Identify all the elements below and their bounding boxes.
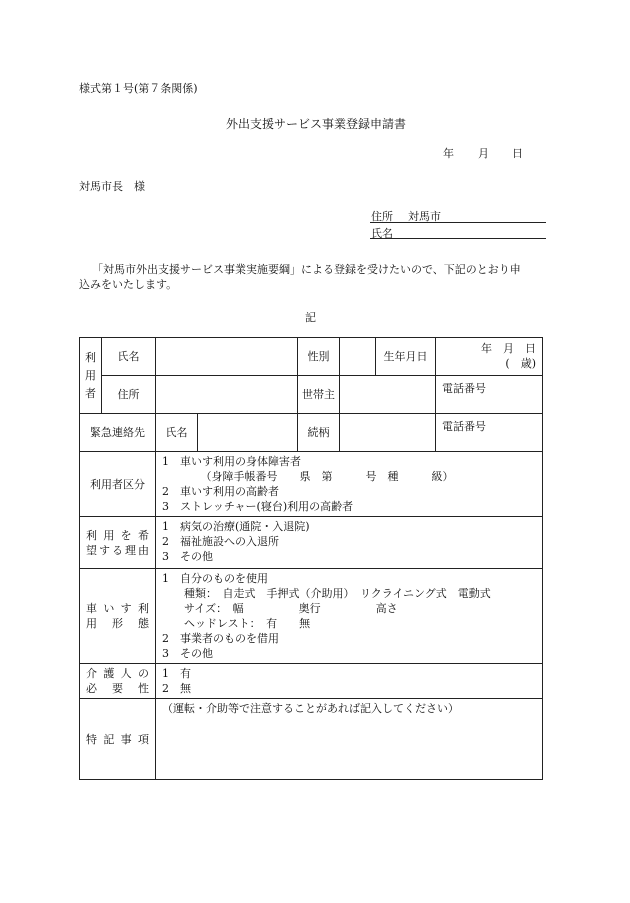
date-month: 月 (478, 147, 489, 160)
user-address-field[interactable] (156, 376, 298, 414)
reason-options[interactable] (156, 517, 543, 569)
user-name-field[interactable] (156, 338, 298, 376)
relation-label: 続柄 (298, 414, 340, 452)
emergency-phone-field[interactable] (436, 414, 543, 452)
date-year: 年 (443, 147, 454, 160)
wheelchair-item: 3 その他 (162, 647, 213, 660)
special-notes-field[interactable] (156, 699, 543, 780)
name-underline (370, 238, 546, 239)
birth-date-label: 生年月日 (376, 338, 436, 376)
gender-label: 性別 (298, 338, 340, 376)
wheelchair-item: 1 自分のものを使用 (162, 572, 268, 585)
document-title: 外出支援サービス事業登録申請書 (226, 117, 407, 131)
address-underline (370, 222, 546, 223)
applicant-address-label: 住所 (371, 210, 393, 223)
user-label: 利 用 者 (80, 338, 102, 414)
householder-label: 世帯主 (298, 376, 340, 414)
emergency-phone-label: 電話番号 (442, 420, 486, 433)
emergency-name-label: 氏名 (156, 414, 198, 452)
wheelchair-usage-options[interactable] (156, 569, 543, 664)
date-day: 日 (512, 147, 523, 160)
user-phone-label: 電話番号 (442, 382, 486, 395)
intro-line-2: 込みをいたします。 (79, 278, 178, 291)
addressee: 対馬市長 様 (79, 180, 145, 193)
caregiver-item: 1 有 (162, 667, 191, 680)
registration-table (79, 337, 543, 780)
caregiver-need-options[interactable] (156, 664, 543, 699)
user-category-item: （身障手帳番号 県 第 号 種 級） (162, 470, 454, 483)
ki-heading: 記 (305, 311, 316, 324)
applicant-name-label: 氏名 (371, 227, 393, 240)
reason-item: 3 その他 (162, 550, 213, 563)
gender-field[interactable] (340, 338, 376, 376)
emergency-name-field[interactable] (198, 414, 298, 452)
user-name-label: 氏名 (102, 338, 156, 376)
user-category-item: 2 車いす利用の高齢者 (162, 485, 279, 498)
user-category-item: 1 車いす利用の身体障害者 (162, 455, 301, 468)
user-category-item: 3 ストレッチャー(寝台)利用の高齢者 (162, 500, 354, 513)
wheelchair-item: ヘッドレスト： 有 無 (162, 617, 311, 630)
wheelchair-usage-label: 車いす利 用形態 (80, 569, 156, 664)
relation-field[interactable] (340, 414, 436, 452)
applicant-address-value: 対馬市 (408, 210, 441, 223)
emergency-contact-label: 緊急連絡先 (80, 414, 156, 452)
caregiver-item: 2 無 (162, 682, 191, 695)
householder-field[interactable] (340, 376, 436, 414)
intro-line-1: 「対馬市外出支援サービス事業実施要綱」による登録を受けたいので、下記のとおり申 (92, 263, 521, 276)
special-notes-label: 特記事項 (80, 699, 156, 780)
user-category-options[interactable] (156, 452, 543, 517)
birth-date-suffix: 年 月 日 (481, 342, 536, 355)
special-notes-hint: （運転・介助等で注意することがあれば記入してください） (162, 702, 459, 715)
birth-date-field[interactable] (436, 338, 543, 376)
reason-label: 利用を希 望する理由 (80, 517, 156, 569)
wheelchair-item: 種類： 自走式 手押式（介助用） リクライニング式 電動式 (162, 587, 491, 600)
age-suffix: ( 歳) (505, 357, 536, 370)
wheelchair-item: サイズ： 幅 奥行 高さ (162, 602, 398, 615)
reason-item: 1 病気の治療(通院・入退院) (162, 520, 310, 533)
user-phone-field[interactable] (436, 376, 543, 414)
reason-item: 2 福祉施設への入退所 (162, 535, 279, 548)
user-category-label: 利用者区分 (80, 452, 156, 517)
user-address-label: 住所 (102, 376, 156, 414)
form-number: 様式第１号(第７条関係) (79, 82, 198, 95)
wheelchair-item: 2 事業者のものを借用 (162, 632, 279, 645)
caregiver-need-label: 介護人の 必要性 (80, 664, 156, 699)
